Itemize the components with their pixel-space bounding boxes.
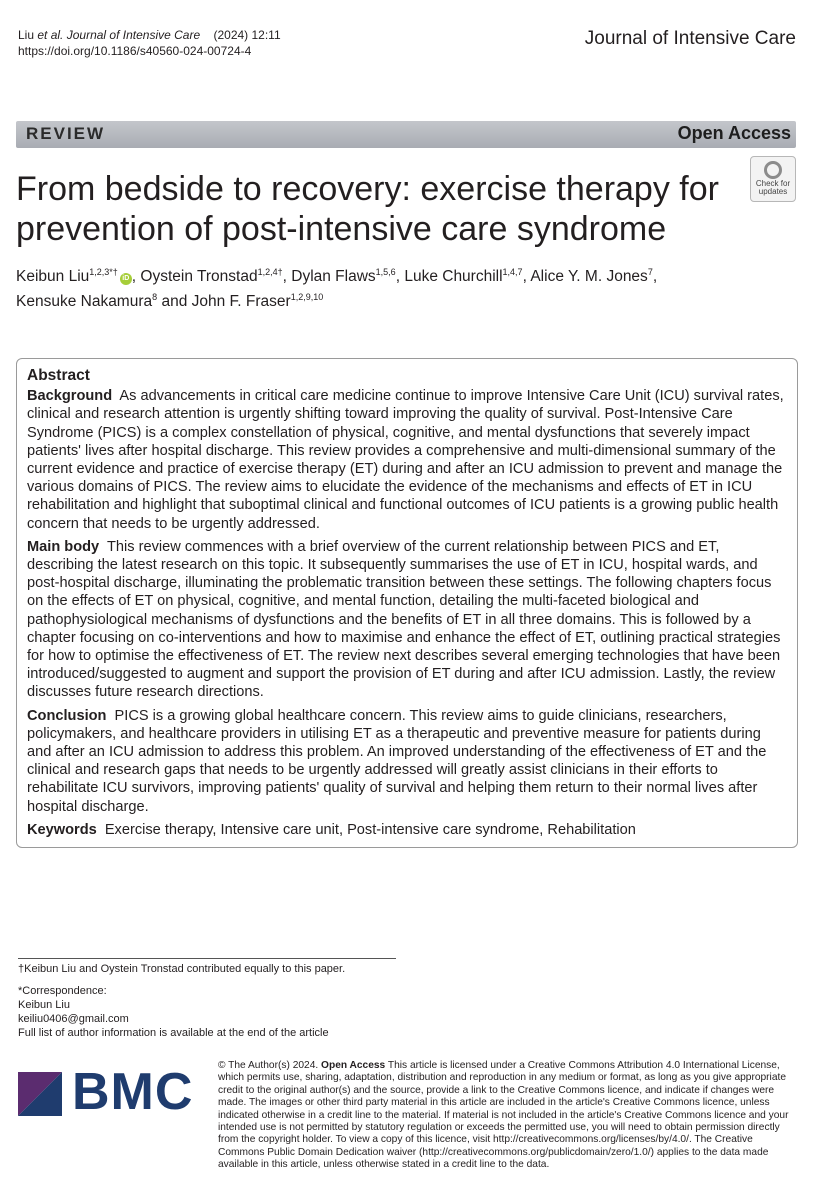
author[interactable]: John F. Fraser$^{1,2,9,10}$: [191, 291, 324, 310]
citation-journal: Journal of Intensive Care: [66, 28, 201, 42]
license-link[interactable]: http://creativecommons.org/licenses/by/4.0/: [493, 1134, 689, 1146]
check-for-updates-badge[interactable]: [750, 156, 796, 202]
correspondence-email[interactable]: keiliu0406@gmail.com: [18, 1013, 129, 1025]
author[interactable]: Dylan Flaws$^{1,5,6}$: [291, 266, 396, 285]
abstract-main-body: Main body This review commences with a brief overview of the current relationship between PICS and ET, describing the latest research on this topic. It subsequently summarises the use of ET in ICU, hospital wards, and post-hospital discharge, illuminating the problematic transition between these settings. The following chapters focus on the effects of ET on physical, cognitive, and mental function, detailing the multi-faceted biological and pathophysiological mechanisms of dysfunctions and the benefits of ET in all three domains. This is followed by a chapter focusing on co-interventions and how to maximise and enhance the effect of ET, outlining practical strategies for how to optimise the effectiveness of ET. The review next describes several emerging technologies that have been introduced/suggested to augment and support the provision of ET during and after ICU admission. Lastly, the review discusses future research directions.: [27, 538, 781, 701]
orcid-icon[interactable]: iD: [120, 273, 132, 285]
journal-name: Journal of Intensive Care: [584, 28, 796, 49]
author[interactable]: Kensuke Nakamura$^8$: [16, 291, 158, 310]
author-info-note: Full list of author information is available at the end of the article: [18, 1027, 329, 1039]
author[interactable]: Luke Churchill$^{1,4,7}$: [404, 266, 523, 285]
doi-link[interactable]: https://doi.org/10.1186/s40560-024-00724-4: [18, 44, 252, 58]
footnote-divider: [18, 958, 396, 959]
correspondence-name: Keibun Liu: [18, 999, 70, 1011]
abstract-keywords: Keywords Exercise therapy, Intensive care unit, Post-intensive care syndrome, Rehabilitation: [27, 821, 636, 838]
waiver-link[interactable]: http://creativecommons.org/publicdomain/zero/1.0/: [422, 1146, 651, 1158]
article-title: From bedside to recovery: exercise therapy for prevention of post-intensive care syndrome: [16, 170, 719, 248]
equal-contribution-note: †Keibun Liu and Oystein Tronstad contributed equally to this paper.: [18, 963, 346, 975]
open-access-label: Open Access: [677, 123, 791, 143]
bmc-logo[interactable]: [18, 1063, 208, 1121]
citation-header: [18, 27, 281, 59]
check-updates-icon: [764, 161, 782, 179]
author[interactable]: Oystein Tronstad$^{1,2,4\dagger}$: [140, 266, 283, 285]
abstract-background: Background As advancements in critical care medicine continue to improve Intensive Care Unit (ICU) survival rates, clinical and research attention is urgently shifting toward improving the quality of survival. Post-Intensive Care Syndrome (PICS) is a complex constellation of physical, cognitive, and mental dysfunctions that severely impact patients' lives after hospital discharge. This review provides a comprehensive and multi-dimensional summary of the current evidence and practice of exercise therapy (ET) during and after an ICU admission to prevent and manage the various domains of PICS. The review aims to elucidate the evidence of the mechanisms and effects of ET in ICU rehabilitation and highlight that suboptimal clinical and functional outcomes of ICU patients is a growing public health concern that needs to be urgently addressed.: [27, 388, 784, 532]
correspondence-block: [18, 984, 329, 1040]
citation-year: (2024) 12:11: [213, 28, 281, 42]
author[interactable]: Keibun Liu$^{1,2,3*\dagger}$: [16, 266, 118, 285]
license-text: © The Author(s) 2024. Open Access This article is licensed under a Creative Commons Attribution 4.0 International License, which permits use, sharing, adaptation, distribution and reproduction in any medium or format, as long as you give appropriate credit to the original author(s) and the source, provide a link to the Creative Commons licence, and indicate if changes were made. The images or other third party material in this article are included in the article's Creative Commons licence, unless indicated otherwise in a credit line to the material. If material is not included in the article's Creative Commons licence and your intended use is not permitted by statutory regulation or exceeds the permitted use, you will need to obtain permission directly from the copyright holder. To view a copy of this licence, visit http://creativecommons.org/licenses/by/4.0/. The Creative Commons Public Domain Dedication waiver (http://creativecommons.org/publicdomain/zero/1.0/) applies to the data made available in this article, unless otherwise stated in a credit line to the data.: [218, 1060, 789, 1171]
check-updates-line1: Check for: [755, 179, 791, 188]
citation-etal: et al.: [37, 28, 64, 42]
citation-line: [18, 27, 281, 43]
article-type-banner: [16, 121, 796, 148]
author-list: Keibun Liu$^{1,2,3*\dagger}$iD , Oystein Tronstad$^{1,2,4\dagger}$, Dylan Flaws$^{1,5,6}$, Luke Churchill$^{1,4,7}$, Alice Y. M. Jones$^7$, Kensuke Nakamura$^8$ and John F. Fraser$^{1,2,9,10}$: [16, 266, 658, 310]
check-updates-line2: updates: [758, 187, 788, 196]
bmc-logo-text: BMC: [72, 1063, 194, 1121]
author[interactable]: Alice Y. M. Jones$^7$: [530, 266, 653, 285]
abstract-box: [16, 358, 798, 848]
abstract-heading: Abstract: [27, 367, 90, 384]
bmc-logo-icon: [18, 1072, 62, 1116]
correspondence-label: *Correspondence:: [18, 985, 107, 997]
abstract-conclusion: Conclusion PICS is a growing global healthcare concern. This review aims to guide clinicians, researchers, policymakers, and healthcare providers in utilising ET as a therapeutic and preventive measure for patients during and after an ICU admission to address this problem. An improved understanding of the effectiveness of ET and the clinical and research gaps that needs to be urgently addressed will greatly assist clinicians in their efforts to rehabilitate ICU survivors, improving patients' quality of survival and helping them return to their normal lives after hospital discharge.: [27, 707, 767, 815]
article-type-label: REVIEW: [26, 124, 106, 143]
citation-authors: Liu: [18, 28, 38, 42]
